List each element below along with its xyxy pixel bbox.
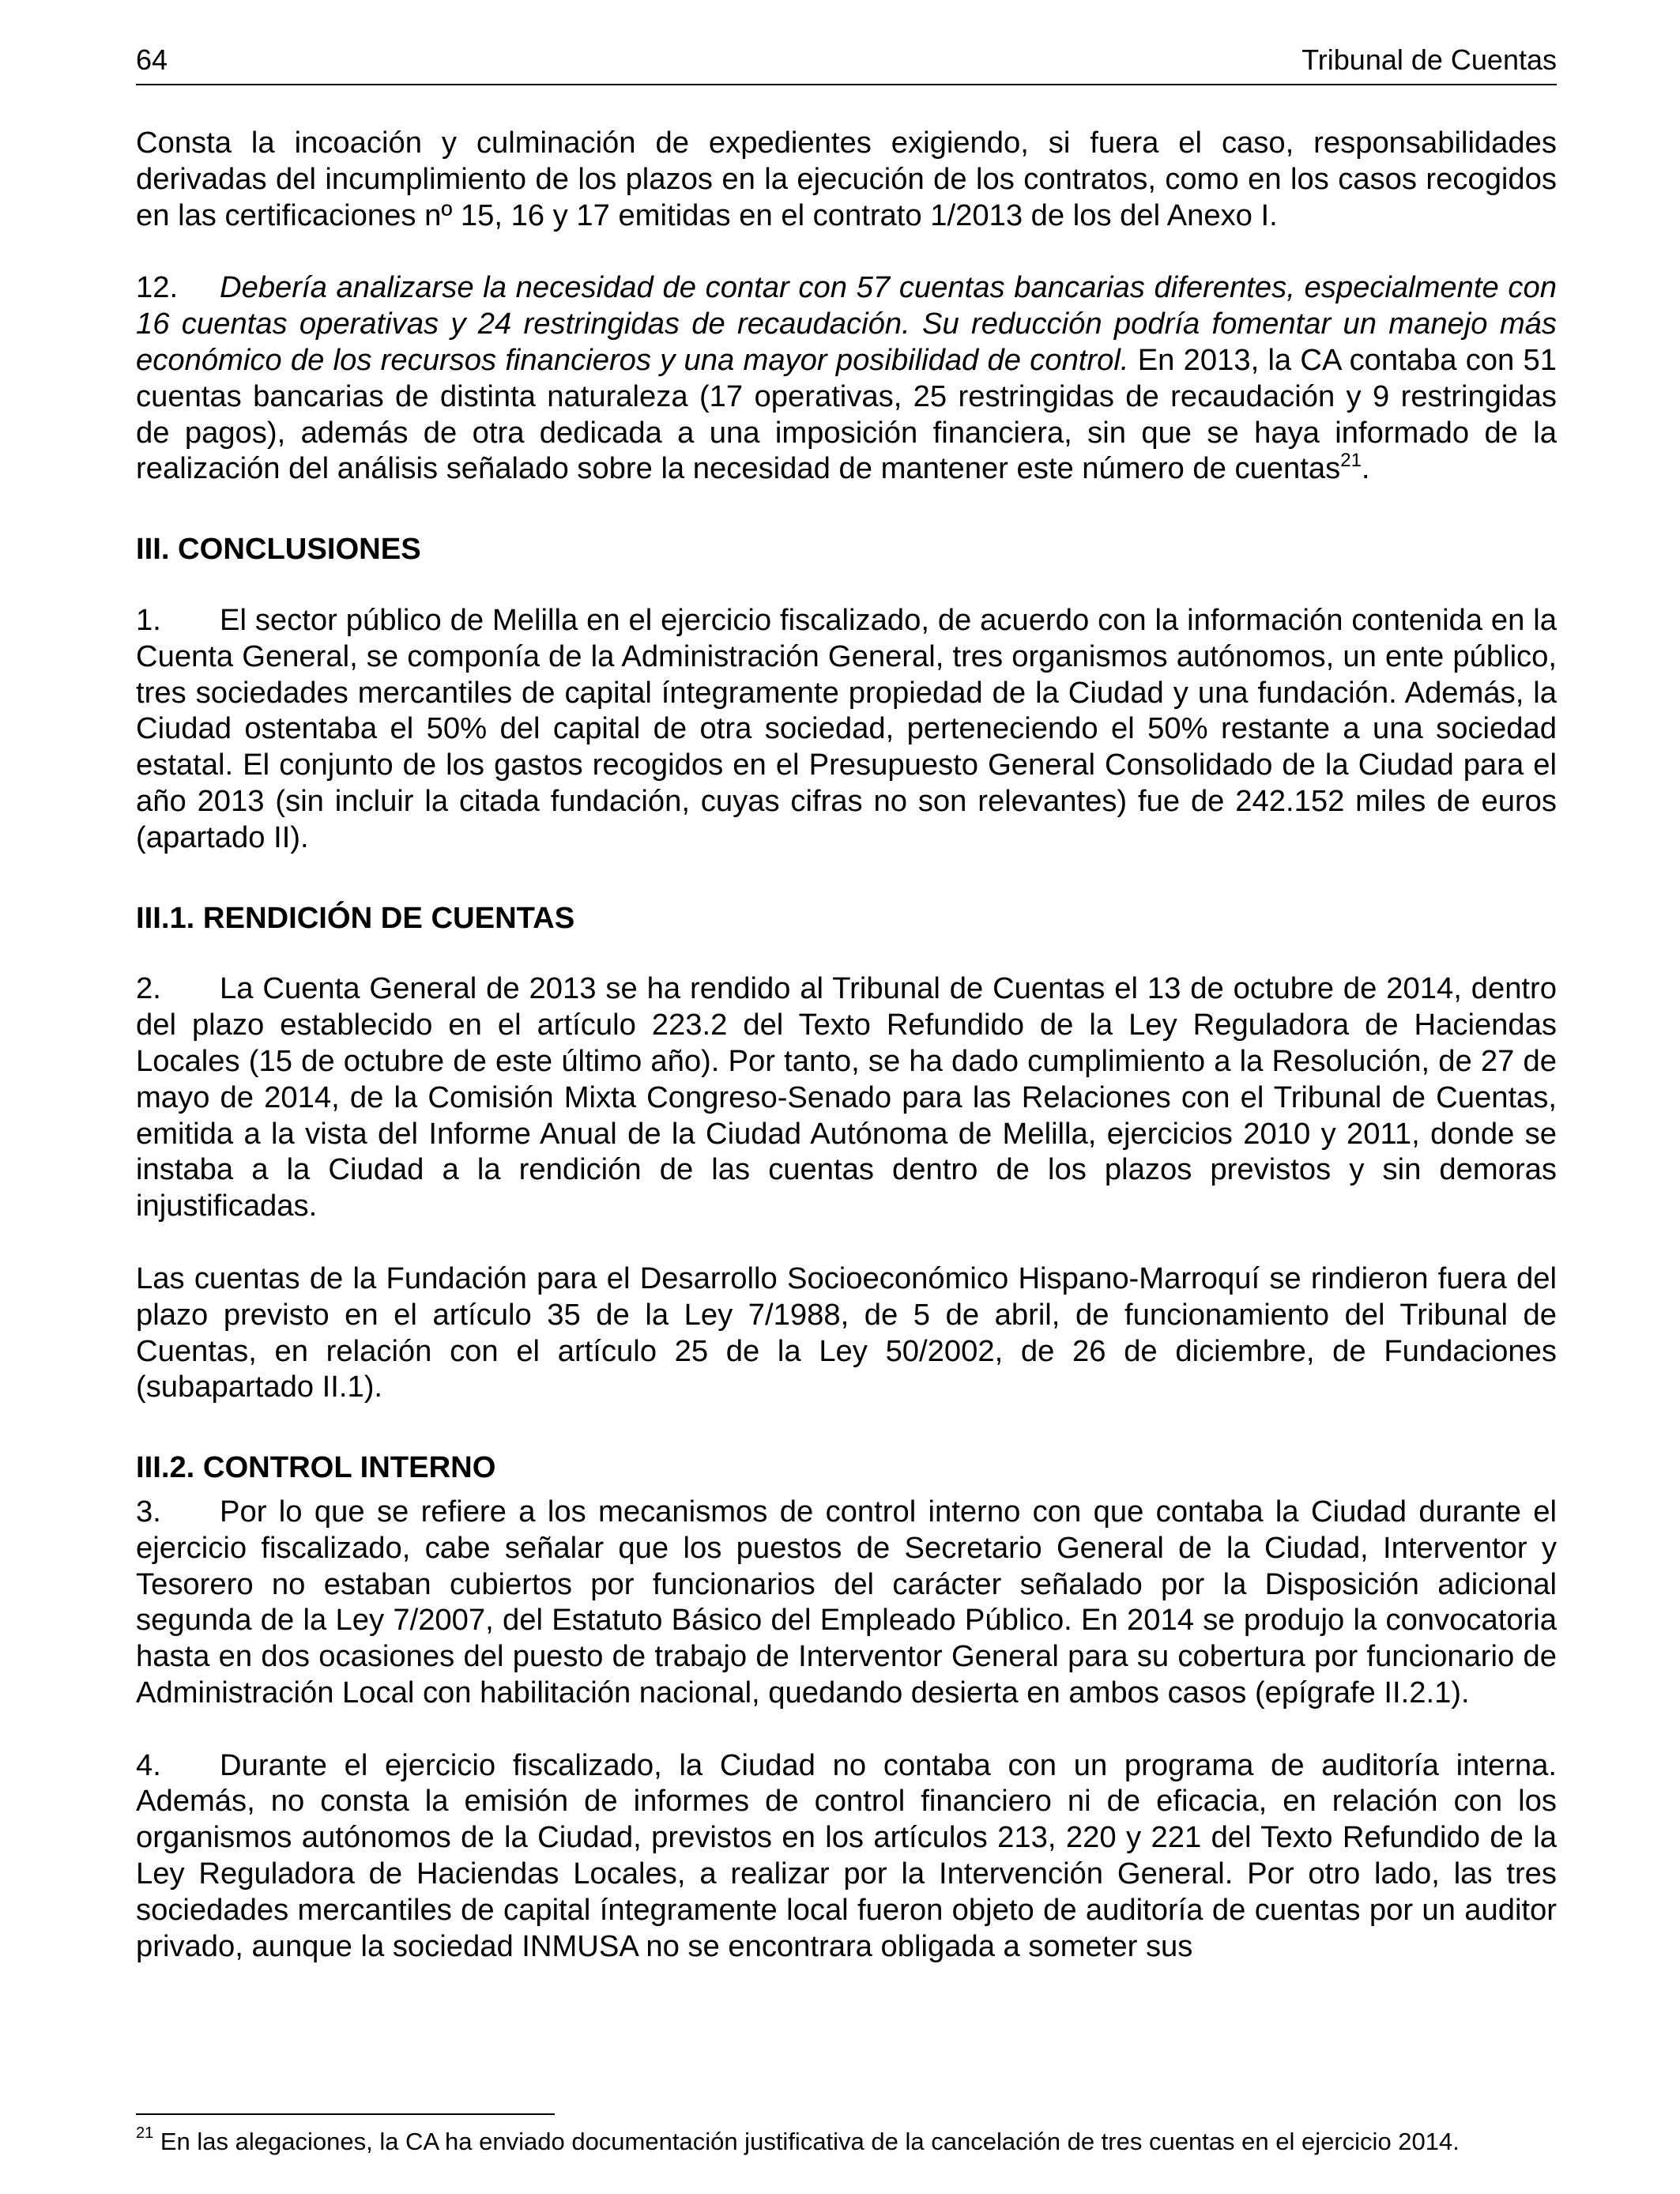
item-1-number: 1.	[136, 602, 161, 637]
footnote-reference: 21	[1340, 449, 1362, 471]
item-12-recommendation: Debería analizarse la necesidad de contar con 57 cuentas bancarias diferentes, especialmente con 16 cuentas operativas y 24 restringidas de recaudación. Su reducción podría fomentar un manejo más económico de los recursos financieros y una mayor posibilidad de control.	[136, 270, 1557, 377]
document-page	[136, 0, 1557, 2194]
footnote	[136, 2126, 1557, 2158]
item-1-text: El sector público de Melilla en el ejercicio fiscalizado, de acuerdo con la información contenida en la Cuenta General, se componía de la Administración General, tres organismos autónomos, un ente público, tres sociedades mercantiles de capital íntegramente propiedad de la Ciudad y una fundación. Además, la Ciudad ostentaba el 50% del capital de otra sociedad, perteneciendo el 50% restante a una sociedad estatal. El conjunto de los gastos recogidos en el Presupuesto General Consolidado de la Ciudad para el año 2013 (sin incluir la citada fundación, cuyas cifras no son relevantes) fue de 242.152 miles de euros (apartado II).	[136, 602, 1557, 854]
item-2-paragraph	[136, 971, 1557, 1224]
item-3-text: Por lo que se refiere a los mecanismos de control interno con que contaba la Ciudad durante el ejercicio fiscalizado, cabe señalar que los puestos de Secretario General de la Ciudad, Interventor y Tesorero no estaban cubiertos por funcionarios del carácter señalado por la Disposición adicional segunda de la Ley 7/2007, del Estatuto Básico del Empleado Público. En 2014 se produjo la convocatoria hasta en dos ocasiones del puesto de trabajo de Interventor General para su cobertura por funcionario de Administración Local con habilitación nacional, quedando desierta en ambos casos (epígrafe II.2.1).	[136, 1494, 1557, 1710]
item-12-text: En 2013, la CA contaba con 51 cuentas bancarias de distinta naturaleza (17 operativas, 25 restringidas de recaudación y 9 restringidas de pagos), además de otra dedicada a una imposición financiera, sin que se haya informado de la realización del análisis señalado sobre la necesidad de mantener este número de cuentas	[136, 342, 1557, 486]
header-title: Tribunal de Cuentas	[1301, 43, 1557, 76]
footnote-text: En las alegaciones, la CA ha enviado documentación justificativa de la cancelación de tres cuentas en el ejercicio 2014.	[153, 2128, 1460, 2155]
item-4-number: 4.	[136, 1747, 161, 1782]
fundacion-paragraph: Las cuentas de la Fundación para el Desarrollo Socioeconómico Hispano-Marroquí se rindieron fuera del plazo previsto en el artículo 35 de la Ley 7/1988, de 5 de abril, de funcionamiento del Tribunal de Cuentas, en relación con el artículo 25 de la Ley 50/2002, de 26 de diciembre, de Fundaciones (subapartado II.1).	[136, 1261, 1557, 1404]
document-body	[136, 125, 1557, 1964]
item-12-tail: .	[1361, 451, 1370, 486]
item-4-text: Durante el ejercicio fiscalizado, la Ciudad no contaba con un programa de auditoría interna. Además, no consta la emisión de informes de control financiero ni de eficacia, en relación con los organismos autónomos de la Ciudad, previstos en los artículos 213, 220 y 221 del Texto Refundido de la Ley Reguladora de Haciendas Locales, a realizar por la Intervención General. Por otro lado, las tres sociedades mercantiles de capital íntegramente local fueron objeto de auditoría de cuentas por un auditor privado, aunque la sociedad INMUSA no se encontrara obligada a someter sus	[136, 1747, 1557, 1963]
control-heading: III.2. CONTROL INTERNO	[136, 1450, 496, 1485]
page-header	[136, 40, 1557, 85]
footnote-divider	[136, 2113, 555, 2115]
intro-paragraph: Consta la incoación y culminación de expedientes exigiendo, si fuera el caso, responsabilidades derivadas del incumplimiento de los plazos en la ejecución de los contratos, como en los casos recogidos en las certificaciones nº 15, 16 y 17 emitidas en el contrato 1/2013 de los del Anexo I.	[136, 126, 1557, 232]
item-1-paragraph	[136, 602, 1557, 856]
item-12-number: 12.	[136, 270, 179, 305]
page-number: 64	[136, 43, 168, 76]
item-4-paragraph	[136, 1747, 1557, 1965]
item-3-number: 3.	[136, 1494, 161, 1529]
conclusions-heading: III. CONCLUSIONES	[136, 532, 421, 567]
item-2-text: La Cuenta General de 2013 se ha rendido al Tribunal de Cuentas el 13 de octubre de 2014, dentro del plazo establecido en el artículo 223.2 del Texto Refundido de la Ley Reguladora de Haciendas Locales (15 de octubre de este último año). Por tanto, se ha dado cumplimiento a la Resolución, de 27 de mayo de 2014, de la Comisión Mixta Congreso-Senado para las Relaciones con el Tribunal de Cuentas, emitida a la vista del Informe Anual de la Ciudad Autónoma de Melilla, ejercicios 2010 y 2011, donde se instaba a la Ciudad a la rendición de las cuentas dentro de los plazos previstos y sin demoras injustificadas.	[136, 971, 1557, 1223]
item-12-paragraph	[136, 270, 1557, 487]
item-2-number: 2.	[136, 971, 161, 1006]
item-3-paragraph	[136, 1494, 1557, 1711]
rendicion-heading: III.1. RENDICIÓN DE CUENTAS	[136, 900, 575, 935]
footnote-number: 21	[136, 2124, 154, 2142]
